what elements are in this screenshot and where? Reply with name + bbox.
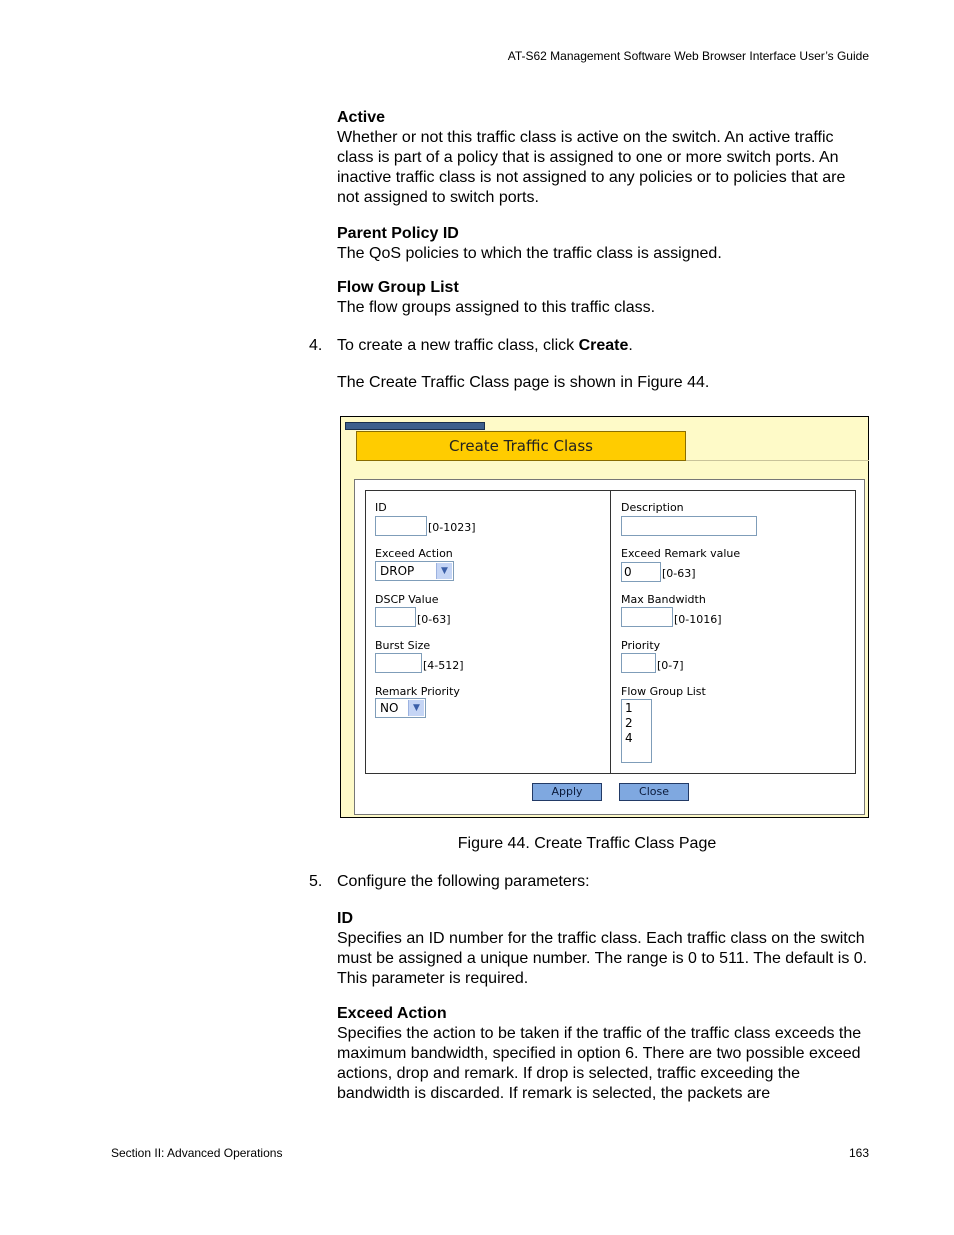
- chevron-down-icon[interactable]: ▼: [408, 700, 424, 716]
- remark-priority-label: Remark Priority: [375, 685, 460, 698]
- priority-label: Priority: [621, 639, 661, 652]
- form-column-divider: [610, 490, 611, 774]
- dscp-range: [0-63]: [417, 613, 451, 626]
- exceed-remark-label: Exceed Remark value: [621, 547, 741, 560]
- priority-range: [0-7]: [657, 659, 684, 672]
- apply-button[interactable]: Apply: [532, 783, 602, 801]
- title-divider: [686, 460, 869, 461]
- term-description: Specifies the action to be taken if the traffic of the traffic class exceeds the maximum bandwidth, specified in option 6. There are two possible exceed actions, drop and remark. If drop is selected, traffic exceeding the bandwidth is discarded. If remark is selected, the packets are: [337, 1025, 862, 1102]
- exceed-remark-range: [0-63]: [662, 567, 696, 580]
- max-bandwidth-label: Max Bandwidth: [621, 593, 706, 606]
- definition-flow-group-list: [337, 278, 872, 318]
- figure-tab-bar: [345, 422, 485, 430]
- list-item[interactable]: 2: [625, 716, 633, 730]
- term-description: The flow groups assigned to this traffic class.: [337, 299, 656, 316]
- step4-text: To create a new traffic class, click Create.: [337, 337, 633, 354]
- flow-group-listbox[interactable]: [621, 699, 652, 763]
- term-description: The QoS policies to which the traffic class is assigned.: [337, 245, 722, 262]
- flow-group-list-label: Flow Group List: [621, 685, 706, 698]
- priority-input[interactable]: [621, 653, 656, 673]
- exceed-action-label: Exceed Action: [375, 547, 453, 560]
- step5-text: Configure the following parameters:: [337, 873, 590, 890]
- term-title: Exceed Action: [337, 1005, 447, 1022]
- step-number: 5.: [309, 873, 323, 890]
- chevron-down-icon[interactable]: ▼: [436, 563, 452, 579]
- term-title: Active: [337, 109, 386, 126]
- remark-priority-select[interactable]: [375, 698, 426, 718]
- figure-page-title: Create Traffic Class: [356, 431, 686, 461]
- max-bandwidth-input[interactable]: [621, 607, 673, 627]
- term-title: Flow Group List: [337, 279, 459, 296]
- definition-active: [337, 108, 872, 208]
- exceed-remark-input[interactable]: 0: [621, 562, 661, 582]
- term-description: Whether or not this traffic class is active on the switch. An active traffic class is part of a policy that is assigned to one or more switch ports. An inactive traffic class is not assigned to any policies or to policies that are not assigned to switch ports.: [337, 129, 846, 206]
- term-title: Parent Policy ID: [337, 225, 459, 242]
- definition-parent-policy-id: [337, 224, 872, 264]
- list-item[interactable]: 4: [625, 731, 633, 745]
- term-description: Specifies an ID number for the traffic class. Each traffic class on the switch must be assigned a unique number. The range is 0 to 511. The default is 0. This parameter is required.: [337, 930, 868, 987]
- dscp-value-input[interactable]: [375, 607, 416, 627]
- step-number: 4.: [309, 337, 323, 354]
- burst-size-input[interactable]: [375, 653, 422, 673]
- step4-follow-text: The Create Traffic Class page is shown in Figure 44.: [337, 374, 710, 391]
- close-button[interactable]: Close: [619, 783, 689, 801]
- burst-range: [4-512]: [423, 659, 464, 672]
- definition-id: [337, 909, 872, 989]
- list-item[interactable]: 1: [625, 701, 633, 715]
- definition-exceed-action: [337, 1004, 872, 1104]
- burst-size-label: Burst Size: [375, 639, 431, 652]
- remark-priority-value: NO: [380, 701, 399, 715]
- description-input[interactable]: [621, 516, 757, 536]
- id-range: [0-1023]: [428, 521, 476, 534]
- figure-caption: Figure 44. Create Traffic Class Page: [457, 835, 717, 852]
- footer-section: Section II: Advanced Operations: [111, 1146, 283, 1160]
- exceed-action-select[interactable]: [375, 561, 454, 581]
- dscp-value-label: DSCP Value: [375, 593, 439, 606]
- max-bandwidth-range: [0-1016]: [674, 613, 722, 626]
- id-input[interactable]: [375, 516, 427, 536]
- description-label: Description: [621, 501, 684, 514]
- id-label: ID: [375, 501, 387, 514]
- term-title: ID: [337, 910, 353, 927]
- page-number: 163: [848, 1146, 869, 1160]
- exceed-action-value: DROP: [380, 564, 415, 578]
- running-header: AT-S62 Management Software Web Browser Interface User’s Guide: [507, 49, 869, 63]
- create-keyword: Create: [578, 337, 629, 354]
